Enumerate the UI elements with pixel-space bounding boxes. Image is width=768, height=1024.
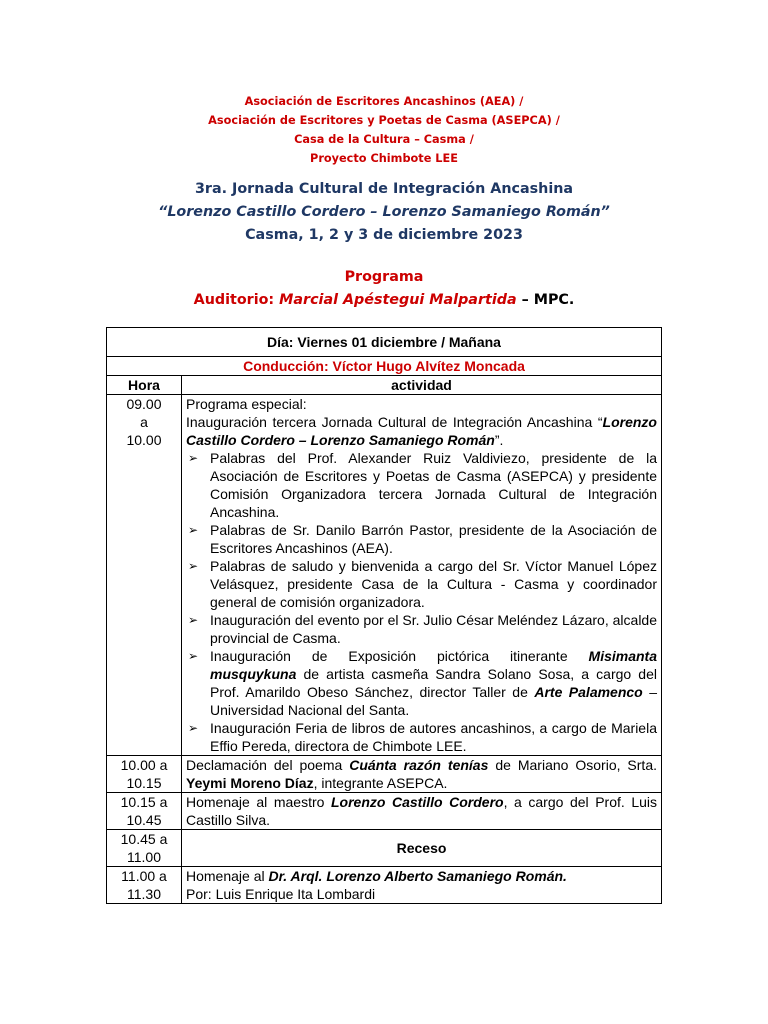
organizer-line: Asociación de Escritores Ancashinos (AEA) / bbox=[244, 95, 524, 108]
hour-line: 10.00 bbox=[126, 432, 162, 448]
activity-cell bbox=[182, 395, 662, 756]
host-row bbox=[107, 357, 662, 376]
organizer-line: Proyecto Chimbote LEE bbox=[310, 152, 458, 165]
venue-name: Marcial Apéstegui Malpartida bbox=[279, 292, 517, 308]
list-item bbox=[186, 557, 657, 611]
table-row bbox=[107, 830, 662, 867]
event-header bbox=[0, 178, 768, 247]
list-item-text: Palabras de saludo y bienvenida a cargo del Sr. Víctor Manuel López Velásquez, presidente Casa de la Cultura - Casma y coordinador general de comisión organizadora. bbox=[210, 558, 657, 610]
event-subtitle: “Lorenzo Castillo Cordero – Lorenzo Samaniego Román” bbox=[158, 204, 610, 220]
table-row bbox=[107, 395, 662, 756]
hour-line: 10.45 bbox=[126, 812, 162, 828]
quote-open: “ bbox=[597, 414, 603, 430]
arrow-bullet-icon: ➢ bbox=[188, 721, 199, 735]
hour-line: 10.00 a bbox=[120, 757, 168, 773]
column-header-row bbox=[107, 376, 662, 395]
activity-text: Homenaje al maestro bbox=[186, 794, 331, 810]
poem-title: Cuánta razón tenías bbox=[349, 757, 489, 773]
program-heading: Programa bbox=[344, 269, 424, 285]
event-place-date: Casma, 1, 2 y 3 de diciembre 2023 bbox=[245, 227, 523, 243]
list-item-text: Palabras de Sr. Danilo Barrón Pastor, presidente de la Asociación de Escritores Ancashinos (AEA). bbox=[210, 522, 657, 556]
venue-suffix: – MPC. bbox=[516, 292, 575, 308]
arrow-bullet-icon: ➢ bbox=[188, 649, 199, 663]
table-row bbox=[107, 793, 662, 830]
expo-mid: de artista casmeña Sandra Solano Sosa, a cargo del Prof. Amarildo Obeso Sánchez, director Taller de bbox=[210, 666, 657, 700]
presenter-line: Por: Luis Enrique Ita Lombardi bbox=[186, 886, 376, 902]
activity-text-line bbox=[186, 867, 657, 885]
list-item bbox=[186, 611, 657, 647]
organizers-block bbox=[0, 92, 768, 168]
hour-cell bbox=[107, 395, 182, 756]
honorees-names: Lorenzo Castillo Cordero – Lorenzo Samaniego Román bbox=[186, 414, 657, 448]
program-venue bbox=[0, 289, 768, 312]
hour-line: 10.15 a bbox=[120, 794, 168, 810]
hour-cell bbox=[107, 867, 182, 904]
hour-cell bbox=[107, 756, 182, 793]
expo-work-title: Misimanta musquykuna bbox=[210, 648, 657, 682]
list-item bbox=[186, 647, 657, 719]
recess-cell: Receso bbox=[182, 830, 662, 867]
organizer-line: Casa de la Cultura – Casma / bbox=[294, 133, 474, 146]
activity-cell bbox=[182, 793, 662, 830]
expo-post: – Universidad Nacional del Santa. bbox=[210, 684, 657, 718]
event-title: 3ra. Jornada Cultural de Integración Ancashina bbox=[194, 181, 574, 197]
hour-cell bbox=[107, 830, 182, 867]
venue-prefix: Auditorio: bbox=[193, 292, 280, 308]
activity-list bbox=[186, 449, 657, 755]
arrow-bullet-icon: ➢ bbox=[188, 451, 199, 465]
hour-line: 11.30 bbox=[127, 886, 161, 902]
honoree-name: Dr. Arql. Lorenzo Alberto Samaniego Román. bbox=[268, 868, 567, 884]
day-cell: Día: Viernes 01 diciembre / Mañana bbox=[107, 328, 662, 357]
expo-workshop: Arte Palamenco bbox=[534, 684, 643, 700]
expo-pre: Inauguración de Exposición pictórica itinerante bbox=[210, 648, 589, 664]
table-row bbox=[107, 756, 662, 793]
special-program-heading: Programa especial: bbox=[186, 396, 307, 412]
list-item bbox=[186, 449, 657, 521]
inauguration-intro: Inauguración tercera Jornada Cultural de Integración Ancashina bbox=[186, 414, 593, 430]
arrow-bullet-icon: ➢ bbox=[188, 523, 199, 537]
arrow-bullet-icon: ➢ bbox=[188, 613, 199, 627]
column-header-activity: actividad bbox=[182, 376, 662, 395]
activity-cell bbox=[182, 867, 662, 904]
performer-name: Yeymi Moreno Díaz bbox=[186, 775, 314, 791]
activity-text: Homenaje al bbox=[186, 868, 269, 884]
hour-line: 11.00 bbox=[127, 849, 161, 865]
schedule-table bbox=[106, 327, 662, 904]
day-row bbox=[107, 328, 662, 357]
activity-text: de Mariano Osorio, Srta. bbox=[488, 757, 657, 773]
program-header bbox=[0, 266, 768, 312]
activity-cell bbox=[182, 756, 662, 793]
arrow-bullet-icon: ➢ bbox=[188, 559, 199, 573]
list-item bbox=[186, 719, 657, 755]
hour-line: a bbox=[140, 414, 148, 430]
list-item-text: Palabras del Prof. Alexander Ruiz Valdiviezo, presidente de la Asociación de Escritores y Poetas de Casma (ASEPCA) y presidente Comisión Organizadora tercera Jornada Cultural de Integración Ancashina. bbox=[210, 450, 657, 520]
hour-cell bbox=[107, 793, 182, 830]
honoree-name: Lorenzo Castillo Cordero bbox=[330, 794, 504, 810]
inauguration-text bbox=[186, 413, 657, 449]
host-cell: Conducción: Víctor Hugo Alvítez Moncada bbox=[107, 357, 662, 376]
list-item-text: Inauguración del evento por el Sr. Julio César Meléndez Lázaro, alcalde provincial de Casma. bbox=[210, 612, 657, 646]
hour-line: 10.15 bbox=[126, 775, 162, 791]
table-row bbox=[107, 867, 662, 904]
list-item bbox=[186, 521, 657, 557]
organizer-line: Asociación de Escritores y Poetas de Casma (ASEPCA) / bbox=[208, 114, 560, 127]
hour-line: 10.45 a bbox=[120, 831, 168, 847]
activity-text: , integrante ASEPCA. bbox=[313, 775, 448, 791]
hour-line: 09.00 bbox=[126, 396, 162, 412]
quote-close: ”. bbox=[494, 432, 504, 448]
hour-line: 11.00 a bbox=[121, 868, 167, 884]
activity-text: , a cargo del Prof. Luis Castillo Silva. bbox=[186, 794, 658, 828]
list-item-text: Inauguración Feria de libros de autores ancashinos, a cargo de Mariela Effio Pereda, directora de Chimbote LEE. bbox=[210, 720, 657, 754]
activity-text: Declamación del poema bbox=[186, 757, 350, 773]
column-header-hour: Hora bbox=[107, 376, 182, 395]
